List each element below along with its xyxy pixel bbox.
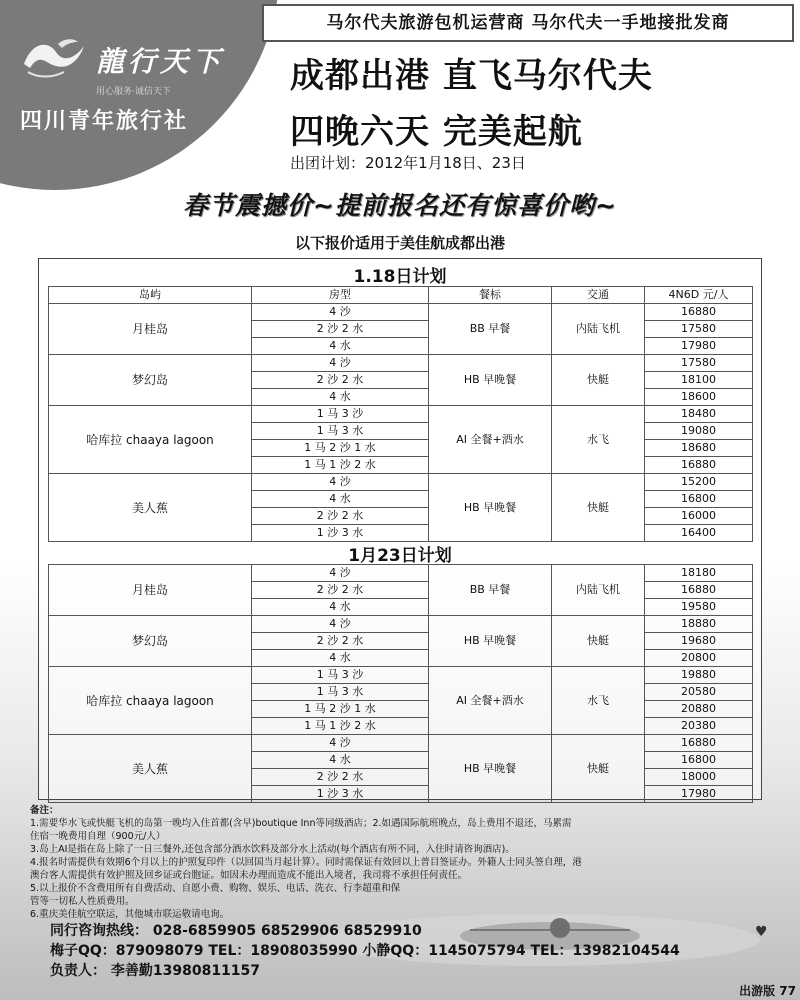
transport: 快艇 (552, 355, 645, 406)
price: 19680 (645, 633, 753, 650)
room-type: 2 沙 2 水 (252, 582, 429, 599)
price: 17580 (645, 321, 753, 338)
meal-plan: HB 早晚餐 (429, 355, 552, 406)
room-type: 1 马 3 沙 (252, 406, 429, 423)
note-line: 备注： (30, 805, 59, 816)
island-name: 美人蕉 (49, 474, 252, 542)
column-header: 4N6D 元/人 (645, 287, 753, 304)
note-line: 4.报名时需提供有效期6个月以上的护照复印件（以回国当月起计算）。同时需保证有效回以上普目签证办。外籍人士同头签自理，港 (30, 857, 582, 868)
room-type: 4 沙 (252, 304, 429, 321)
price: 16880 (645, 304, 753, 321)
island-name: 梦幻岛 (49, 355, 252, 406)
price: 17980 (645, 338, 753, 355)
room-type: 1 马 1 沙 2 水 (252, 718, 429, 735)
contact-qq: 梅子QQ：879098079 TEL：18908035990 小静QQ：1145075794 TEL：13982104544 (50, 943, 680, 959)
island-name: 哈库拉 chaaya lagoon (49, 406, 252, 474)
price: 18180 (645, 565, 753, 582)
room-type: 1 马 2 沙 1 水 (252, 440, 429, 457)
island-name: 月桂岛 (49, 565, 252, 616)
table-row (49, 616, 753, 633)
transport: 快艇 (552, 616, 645, 667)
price: 19580 (645, 599, 753, 616)
table-row (49, 565, 753, 582)
note-line: 3.岛上AI是指在岛上除了一日三餐外,还包含部分酒水饮料及部分水上活动(每个酒店有所不同，入住时请咨询酒店)。 (30, 844, 515, 855)
price: 18880 (645, 616, 753, 633)
room-type: 2 沙 2 水 (252, 633, 429, 650)
headline-duration: 四晚六天 完美起航 (290, 112, 583, 152)
room-type: 1 马 3 水 (252, 423, 429, 440)
note-line: 5.以上报价不含费用所有自费活动、自愿小费、购物、娱乐、电话、洗衣、行李超重和保 (30, 883, 401, 894)
price: 19080 (645, 423, 753, 440)
island-name: 梦幻岛 (49, 616, 252, 667)
tagline-banner: 马尔代夫旅游包机运营商 马尔代夫一手地接批发商 (262, 4, 794, 42)
room-type: 4 沙 (252, 565, 429, 582)
heart-icon: ♥ (755, 924, 768, 940)
transport: 水飞 (552, 667, 645, 735)
note-line: 1.需要华水飞或快艇飞机的岛第一晚均入住首都(含早)boutique Inn等同级酒店；2.如遇国际航班晚点，岛上费用不退还，马累需 (30, 818, 572, 829)
room-type: 1 马 3 沙 (252, 667, 429, 684)
room-type: 2 沙 2 水 (252, 372, 429, 389)
logo-area (0, 0, 258, 158)
room-type: 1 沙 3 水 (252, 525, 429, 542)
contact-manager: 负责人： 李善勤13980811157 (50, 963, 261, 979)
transport: 内陆飞机 (552, 304, 645, 355)
room-type: 4 水 (252, 599, 429, 616)
price: 16000 (645, 508, 753, 525)
column-header: 房型 (252, 287, 429, 304)
room-type: 4 水 (252, 650, 429, 667)
room-type: 1 马 3 水 (252, 684, 429, 701)
island-name: 美人蕉 (49, 735, 252, 803)
transport: 水飞 (552, 406, 645, 474)
plan-title: 1月23日计划 (348, 546, 452, 566)
price: 18100 (645, 372, 753, 389)
brand-slogan: 用心服务·诚信天下 (96, 87, 171, 97)
transport: 快艇 (552, 474, 645, 542)
price: 18480 (645, 406, 753, 423)
price: 20580 (645, 684, 753, 701)
price-table-jan18 (48, 286, 753, 542)
island-name: 哈库拉 chaaya lagoon (49, 667, 252, 735)
price: 17980 (645, 786, 753, 803)
meal-plan: BB 早餐 (429, 565, 552, 616)
meal-plan: AI 全餐+酒水 (429, 667, 552, 735)
column-header: 岛屿 (49, 287, 252, 304)
room-type: 4 水 (252, 752, 429, 769)
meal-plan: AI 全餐+酒水 (429, 406, 552, 474)
table-row (49, 735, 753, 752)
room-type: 2 沙 2 水 (252, 321, 429, 338)
room-type: 1 马 1 沙 2 水 (252, 457, 429, 474)
price: 16880 (645, 457, 753, 474)
price-table-jan23 (48, 564, 753, 803)
headline-route: 成都出港 直飞马尔代夫 (290, 56, 653, 96)
island-name: 月桂岛 (49, 304, 252, 355)
room-type: 4 沙 (252, 355, 429, 372)
column-header: 交通 (552, 287, 645, 304)
price: 18680 (645, 440, 753, 457)
notes-block (30, 804, 772, 921)
note-line: 住宿一晚费用自理（900元/人） (30, 831, 166, 842)
table-row (49, 406, 753, 423)
departure-schedule: 出团计划：2012年1月18日、23日 (290, 154, 526, 172)
transport: 内陆飞机 (552, 565, 645, 616)
price: 20880 (645, 701, 753, 718)
price: 18600 (645, 389, 753, 406)
note-line: 澳台客人需提供有效护照及回乡证或台胞证。如因未办理而造成不能出入境者，我司将不承担任何责任。 (30, 870, 468, 881)
price: 16800 (645, 491, 753, 508)
price: 15200 (645, 474, 753, 491)
transport: 快艇 (552, 735, 645, 803)
room-type: 4 沙 (252, 735, 429, 752)
meal-plan: BB 早餐 (429, 304, 552, 355)
room-type: 4 水 (252, 389, 429, 406)
table-row (49, 304, 753, 321)
price: 17580 (645, 355, 753, 372)
note-line: 6.重庆美佳航空联运，其他城市联运敬请电询。 (30, 909, 230, 920)
contact-hotline: 同行咨询热线： 028-6859905 68529906 68529910 (50, 923, 422, 939)
brand-name: 龍行天下 (96, 45, 225, 78)
note-line: 管等一切私人性质费用。 (30, 896, 135, 907)
meal-plan: HB 早晚餐 (429, 735, 552, 803)
airline-note: 以下报价适用于美佳航成都出港 (294, 234, 505, 252)
meal-plan: HB 早晚餐 (429, 616, 552, 667)
price: 19880 (645, 667, 753, 684)
price: 16880 (645, 735, 753, 752)
promo-banner: 春节震撼价~提前报名还有惊喜价哟~ (183, 191, 617, 220)
table-row (49, 667, 753, 684)
price: 16880 (645, 582, 753, 599)
price: 18000 (645, 769, 753, 786)
room-type: 4 水 (252, 338, 429, 355)
table-header-row (49, 287, 753, 304)
price: 16800 (645, 752, 753, 769)
plan-title: 1.18日计划 (353, 267, 447, 287)
dragon-icon (18, 34, 92, 80)
column-header: 餐标 (429, 287, 552, 304)
room-type: 2 沙 2 水 (252, 508, 429, 525)
price: 20380 (645, 718, 753, 735)
page-number: 出游版 77 (739, 984, 796, 998)
room-type: 1 马 2 沙 1 水 (252, 701, 429, 718)
room-type: 4 沙 (252, 616, 429, 633)
price: 16400 (645, 525, 753, 542)
room-type: 4 沙 (252, 474, 429, 491)
room-type: 4 水 (252, 491, 429, 508)
room-type: 1 沙 3 水 (252, 786, 429, 803)
meal-plan: HB 早晚餐 (429, 474, 552, 542)
room-type: 2 沙 2 水 (252, 769, 429, 786)
table-row (49, 474, 753, 491)
table-row (49, 355, 753, 372)
agency-name: 四川青年旅行社 (20, 109, 189, 134)
price: 20800 (645, 650, 753, 667)
